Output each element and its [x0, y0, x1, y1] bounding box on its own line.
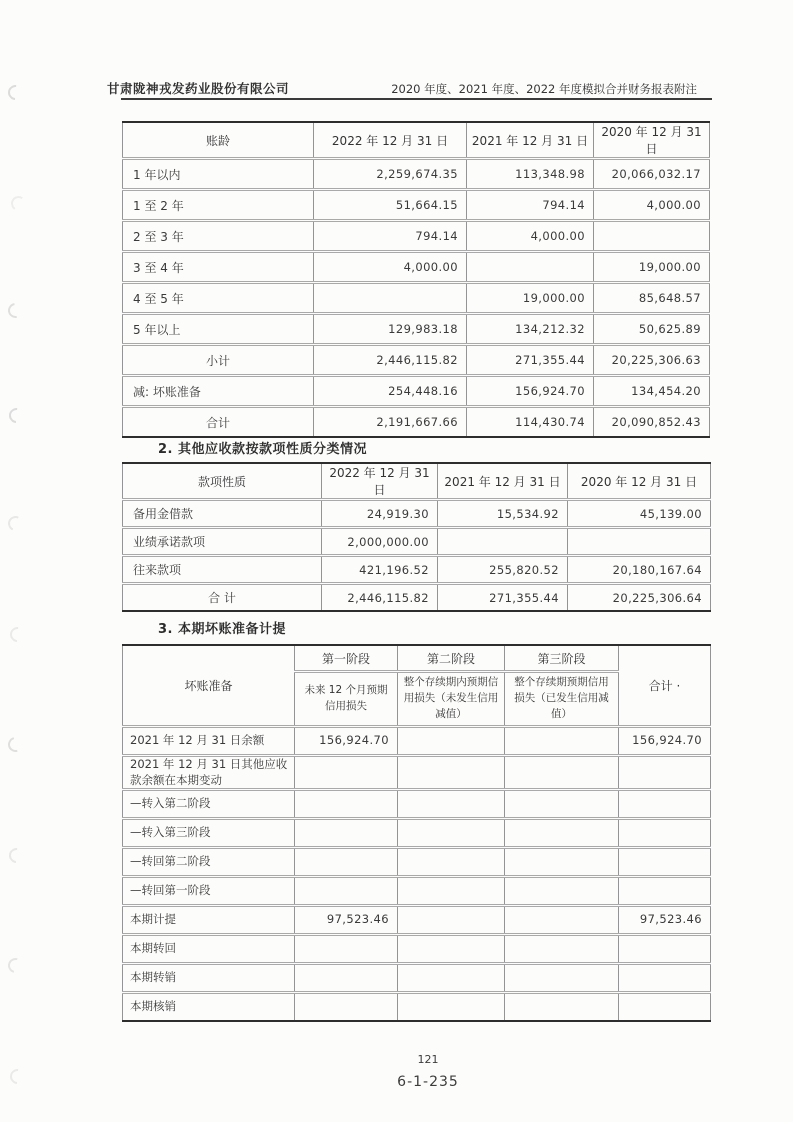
cell-value: 15,534.92: [438, 500, 568, 528]
cell-value: [295, 877, 398, 906]
cell-value: [505, 906, 619, 935]
table-row: [123, 283, 710, 314]
subheader-stage2-desc: 整个存续期内预期信用损失（未发生信用减值）: [398, 672, 505, 727]
cell-value: [295, 848, 398, 877]
column-header-2021: 2021 年 12 月 31 日: [438, 463, 568, 500]
cell-value: 421,196.52: [322, 556, 438, 584]
table-row: [123, 756, 711, 790]
subheader-stage1-desc: 未来 12 个月预期信用损失: [295, 672, 398, 727]
cell-value: 794.14: [314, 221, 467, 252]
aging-table-body: [123, 159, 710, 438]
row-label: 合计: [123, 407, 314, 438]
subheader-stage3-desc: 整个存续期预期信用损失（已发生信用减值）: [505, 672, 619, 727]
binder-hole-artifact: [7, 1066, 28, 1087]
table-row: [123, 993, 711, 1022]
table-row: [123, 159, 710, 190]
nature-table-body: [123, 500, 711, 612]
cell-value: 156,924.70: [467, 376, 594, 407]
cell-value: 85,648.57: [594, 283, 710, 314]
row-label: —转入第二阶段: [123, 790, 295, 819]
header-rule: [121, 98, 712, 100]
cell-value: 20,225,306.63: [594, 345, 710, 376]
table-row: [123, 727, 711, 756]
cell-value: 19,000.00: [467, 283, 594, 314]
cell-value: [505, 877, 619, 906]
table-row: [123, 906, 711, 935]
row-label: 业绩承诺款项: [123, 528, 322, 556]
cell-value: [398, 935, 505, 964]
column-header-2020: 2020 年 12 月 31 日: [568, 463, 711, 500]
nature-table: [122, 462, 711, 612]
table-row: [123, 848, 711, 877]
cell-value: 114,430.74: [467, 407, 594, 438]
cell-value: [505, 819, 619, 848]
cell-value: [568, 528, 711, 556]
cell-value: 2,446,115.82: [322, 584, 438, 612]
cell-value: [295, 790, 398, 819]
binder-hole-artifact: [5, 955, 25, 975]
nature-table-header: [123, 463, 711, 500]
cell-value: [295, 819, 398, 848]
cell-value: [398, 877, 505, 906]
cell-value: [619, 993, 711, 1022]
aging-table: [122, 121, 710, 438]
binder-hole-artifact: [6, 845, 27, 866]
cell-value: [505, 727, 619, 756]
column-header-nature: 款项性质: [123, 463, 322, 500]
table-row: [123, 935, 711, 964]
binder-hole-artifact: [6, 405, 27, 426]
table-row: [123, 790, 711, 819]
row-label: 1 年以内: [123, 159, 314, 190]
cell-value: [505, 964, 619, 993]
cell-value: 20,090,852.43: [594, 407, 710, 438]
cell-value: 2,000,000.00: [322, 528, 438, 556]
cell-value: [398, 964, 505, 993]
row-label: —转回第一阶段: [123, 877, 295, 906]
column-header-total: 合计 ·: [619, 645, 711, 727]
cell-value: [398, 756, 505, 790]
row-label: 2021 年 12 月 31 日其他应收款余额在本期变动: [123, 756, 295, 790]
cell-value: [505, 935, 619, 964]
cell-value: 4,000.00: [467, 221, 594, 252]
document-number: 6-1-235: [397, 1074, 459, 1090]
cell-value: 794.14: [467, 190, 594, 221]
cell-value: 51,664.15: [314, 190, 467, 221]
cell-value: 129,983.18: [314, 314, 467, 345]
cell-value: 4,000.00: [594, 190, 710, 221]
cell-value: [398, 993, 505, 1022]
table-row: [123, 345, 710, 376]
page-number: 121: [417, 1053, 439, 1066]
cell-value: [619, 819, 711, 848]
cell-value: [295, 756, 398, 790]
cell-value: [438, 528, 568, 556]
cell-value: 50,625.89: [594, 314, 710, 345]
cell-value: [295, 993, 398, 1022]
cell-value: 19,000.00: [594, 252, 710, 283]
cell-value: [467, 252, 594, 283]
table-row: [123, 190, 710, 221]
cell-value: [295, 935, 398, 964]
table-row: [123, 819, 711, 848]
cell-value: 97,523.46: [295, 906, 398, 935]
row-label: 本期计提: [123, 906, 295, 935]
column-header-2020: 2020 年 12 月 31 日: [594, 122, 710, 159]
cell-value: 134,454.20: [594, 376, 710, 407]
table-row: [123, 376, 710, 407]
cell-value: [505, 993, 619, 1022]
binder-hole-artifact: [7, 624, 28, 645]
table-row: [123, 556, 711, 584]
table-row: [123, 877, 711, 906]
cell-value: 24,919.30: [322, 500, 438, 528]
cell-value: 255,820.52: [438, 556, 568, 584]
cell-value: [619, 848, 711, 877]
page-header: [107, 79, 697, 97]
table-row: [123, 407, 710, 438]
provision-table-header: [123, 645, 711, 727]
company-name: 甘肃陇神戎发药业股份有限公司: [107, 81, 290, 96]
table-row: [123, 964, 711, 993]
cell-value: 156,924.70: [295, 727, 398, 756]
row-label: 本期核销: [123, 993, 295, 1022]
row-label: 2 至 3 年: [123, 221, 314, 252]
cell-value: 2,446,115.82: [314, 345, 467, 376]
cell-value: [619, 877, 711, 906]
row-label: 2021 年 12 月 31 日余额: [123, 727, 295, 756]
cell-value: 97,523.46: [619, 906, 711, 935]
table-row: [123, 528, 711, 556]
row-label: 备用金借款: [123, 500, 322, 528]
cell-value: [398, 819, 505, 848]
cell-value: [398, 790, 505, 819]
cell-value: [295, 964, 398, 993]
aging-table-header: [123, 122, 710, 159]
binder-hole-artifact: [5, 300, 26, 321]
cell-value: 271,355.44: [467, 345, 594, 376]
column-header-stage3: 第三阶段: [505, 645, 619, 672]
cell-value: 254,448.16: [314, 376, 467, 407]
column-header-2022: 2022 年 12 月 31 日: [322, 463, 438, 500]
cell-value: 45,139.00: [568, 500, 711, 528]
column-header-2022: 2022 年 12 月 31 日: [314, 122, 467, 159]
cell-value: 4,000.00: [314, 252, 467, 283]
provision-table-body: [123, 727, 711, 1022]
cell-value: [505, 790, 619, 819]
cell-value: [505, 848, 619, 877]
cell-value: 156,924.70: [619, 727, 711, 756]
binder-hole-artifact: [6, 514, 25, 533]
table-row: [123, 584, 711, 612]
binder-hole-artifact: [10, 195, 27, 212]
row-label: 5 年以上: [123, 314, 314, 345]
binder-hole-artifact: [5, 82, 26, 103]
row-label: 1 至 2 年: [123, 190, 314, 221]
row-label: —转回第二阶段: [123, 848, 295, 877]
binder-hole-artifact: [5, 734, 25, 754]
cell-value: [398, 906, 505, 935]
cell-value: 2,259,674.35: [314, 159, 467, 190]
table-row: [123, 221, 710, 252]
cell-value: 134,212.32: [467, 314, 594, 345]
cell-value: [398, 848, 505, 877]
cell-value: 2,191,667.66: [314, 407, 467, 438]
row-label: 往来款项: [123, 556, 322, 584]
cell-value: 20,225,306.64: [568, 584, 711, 612]
report-title: 2020 年度、2021 年度、2022 年度模拟合并财务报表附注: [391, 82, 697, 96]
cell-value: [314, 283, 467, 314]
row-label: —转入第三阶段: [123, 819, 295, 848]
cell-value: [619, 790, 711, 819]
column-header-2021: 2021 年 12 月 31 日: [467, 122, 594, 159]
cell-value: [398, 727, 505, 756]
cell-value: 271,355.44: [438, 584, 568, 612]
column-header-provision: 坏账准备: [123, 645, 295, 727]
row-label: 4 至 5 年: [123, 283, 314, 314]
cell-value: [505, 756, 619, 790]
column-header-stage2: 第二阶段: [398, 645, 505, 672]
cell-value: [619, 756, 711, 790]
table-row: [123, 252, 710, 283]
table-row: [123, 500, 711, 528]
column-header-stage1: 第一阶段: [295, 645, 398, 672]
cell-value: [594, 221, 710, 252]
row-label: 小计: [123, 345, 314, 376]
row-label: 3 至 4 年: [123, 252, 314, 283]
column-header-aging: 账龄: [123, 122, 314, 159]
table-row: [123, 314, 710, 345]
cell-value: 113,348.98: [467, 159, 594, 190]
section-3-title: 3. 本期坏账准备计提: [158, 622, 287, 637]
row-label: 减: 坏账准备: [123, 376, 314, 407]
row-label: 本期转销: [123, 964, 295, 993]
cell-value: 20,180,167.64: [568, 556, 711, 584]
cell-value: [619, 935, 711, 964]
provision-table: [122, 644, 711, 1022]
row-label: 本期转回: [123, 935, 295, 964]
cell-value: 20,066,032.17: [594, 159, 710, 190]
section-2-title: 2. 其他应收款按款项性质分类情况: [158, 442, 368, 457]
cell-value: [619, 964, 711, 993]
row-label: 合 计: [123, 584, 322, 612]
